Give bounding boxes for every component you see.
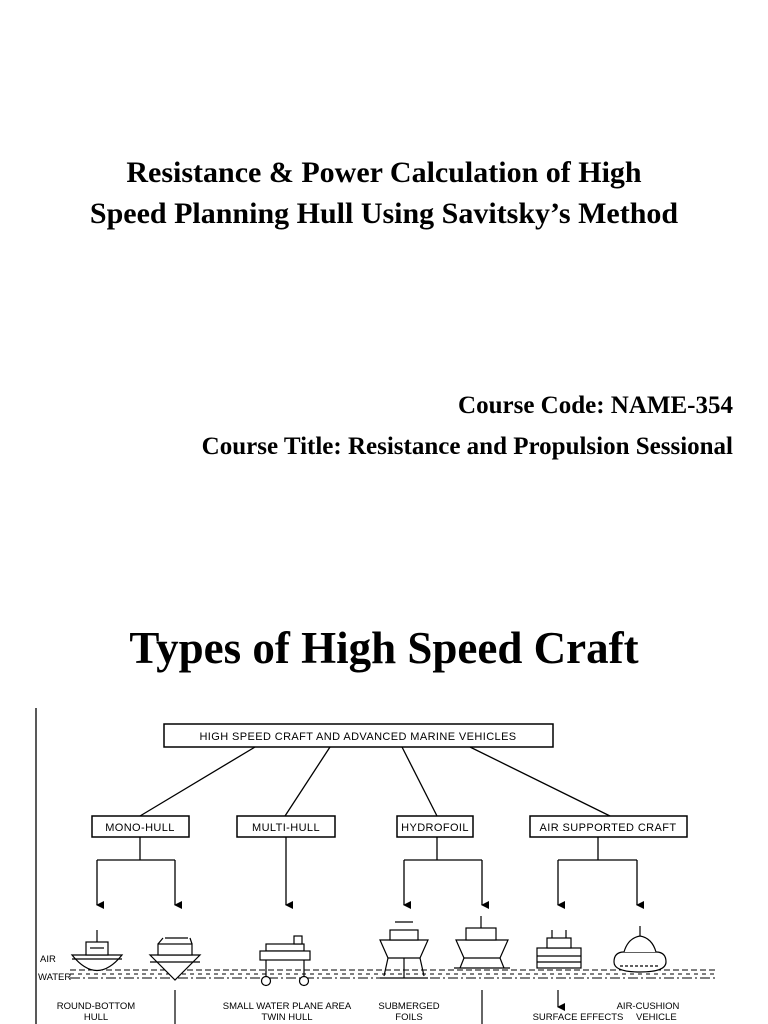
category-hydrofoil — [397, 816, 473, 837]
root-label: HIGH SPEED CRAFT AND ADVANCED MARINE VEHICLES — [199, 731, 517, 743]
section-title: Types of High Speed Craft — [129, 623, 639, 673]
course-title: Course Title: Resistance and Propulsion Sessional — [201, 433, 733, 460]
caption-acv-2: VEHICLE — [636, 1012, 677, 1023]
category-multi-hull — [237, 816, 335, 837]
caption-submerged-2: FOILS — [395, 1012, 423, 1023]
title-line-2: Speed Planning Hull Using Savitsky’s Method — [89, 197, 679, 230]
submerged-foil-icon — [454, 916, 510, 968]
caption-round-bottom-2: HULL — [83, 1012, 109, 1023]
category-label: MONO-HULL — [105, 822, 175, 834]
category-label: HYDROFOIL — [401, 822, 469, 834]
root-box — [164, 724, 553, 747]
swath-hull-icon — [260, 936, 310, 986]
course-code: Course Code: NAME-354 — [458, 392, 733, 419]
category-air-supported — [530, 816, 687, 837]
air-label: AIR — [40, 954, 56, 965]
caption-round-bottom-1: ROUND-BOTTOM — [56, 1001, 136, 1012]
category-mono-hull — [92, 816, 189, 837]
root-connectors — [140, 747, 610, 816]
branch-connectors — [97, 837, 637, 905]
water-label: WATER — [38, 972, 72, 983]
caption-swath-2: TWIN HULL — [261, 1012, 313, 1023]
surface-effect-ship-icon — [537, 930, 581, 968]
caption-swath-1: SMALL WATER PLANE AREA — [222, 1001, 352, 1012]
slide-title — [0, 152, 768, 234]
air-cushion-vehicle-icon — [614, 926, 666, 972]
craft-classification-diagram — [0, 700, 768, 1024]
category-label: AIR SUPPORTED CRAFT — [539, 822, 677, 834]
caption-submerged-1: SUBMERGED — [378, 1001, 440, 1012]
title-line-1: Resistance & Power Calculation of High — [126, 156, 642, 189]
caption-acv-1: AIR-CUSHION — [616, 1001, 680, 1012]
category-label: MULTI-HULL — [252, 822, 320, 834]
round-bottom-hull-icon — [72, 930, 122, 971]
caption-ses: SURFACE EFFECTS — [532, 1012, 624, 1023]
